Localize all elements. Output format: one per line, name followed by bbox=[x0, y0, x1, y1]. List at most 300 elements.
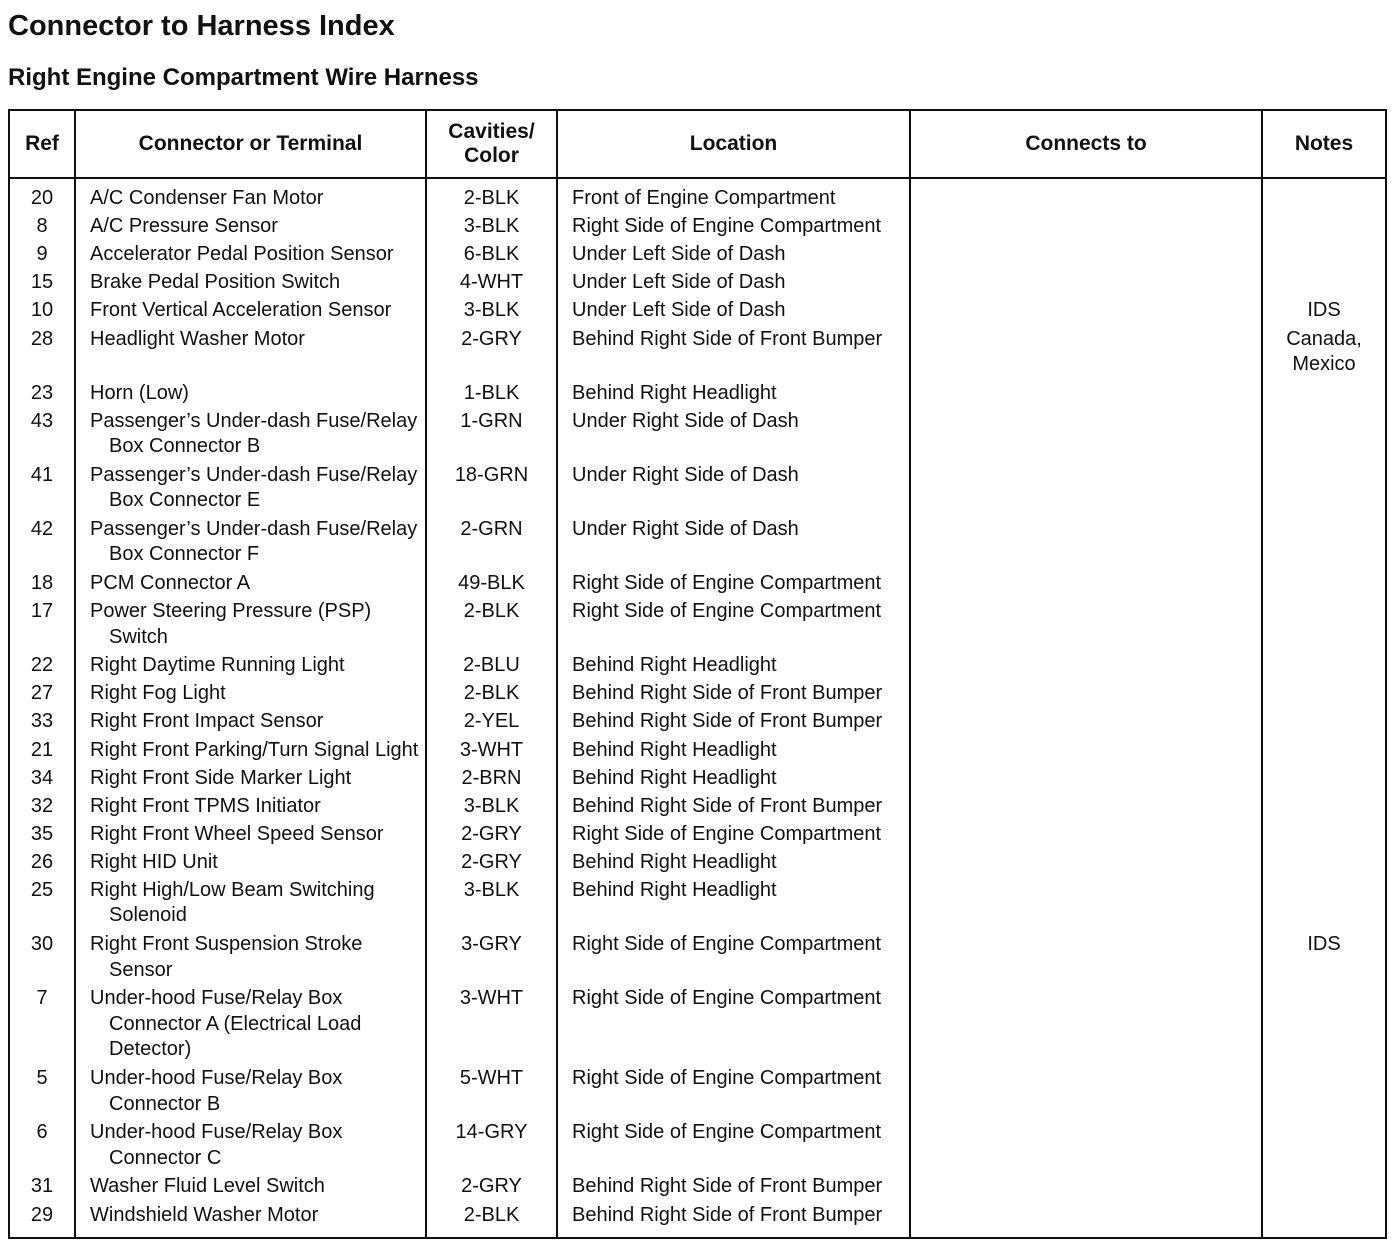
cell-connector bbox=[75, 327, 426, 381]
cell-location-text: Under Left Side of Dash bbox=[572, 271, 786, 294]
cell-ref-text: 41 bbox=[30, 463, 54, 486]
cell-connector-text: Right High/Low Beam Switching Solenoid bbox=[90, 878, 375, 927]
cell-location-text: Right Side of Engine Compartment bbox=[572, 987, 882, 1010]
cell-connects-to bbox=[910, 794, 1262, 822]
cell-ref bbox=[9, 653, 75, 681]
cell-notes bbox=[1262, 599, 1386, 653]
cell-connects-to bbox=[910, 738, 1262, 766]
page-subtitle: Right Engine Compartment Wire Harness bbox=[8, 64, 479, 91]
cell-location-text: Behind Right Headlight bbox=[572, 878, 777, 901]
cell-ref bbox=[9, 1120, 75, 1174]
cell-cavities-color bbox=[426, 599, 557, 653]
cell-location-text: Behind Right Side of Front Bumper bbox=[572, 794, 883, 817]
cell-cavities-color-text: 4-WHT bbox=[459, 271, 524, 294]
cell-ref-text: 30 bbox=[30, 933, 54, 955]
column-header-location: Location bbox=[557, 110, 910, 178]
cell-ref-text: 7 bbox=[36, 987, 48, 1010]
table-row bbox=[9, 242, 1386, 270]
cell-connector-text: Passenger’s Under-dash Fuse/Relay Box Connector F bbox=[90, 517, 418, 566]
cell-ref-text: 15 bbox=[30, 271, 54, 294]
cell-ref-text: 26 bbox=[30, 850, 54, 873]
cell-notes bbox=[1262, 381, 1386, 409]
cell-cavities-color bbox=[426, 932, 557, 986]
cell-cavities-color bbox=[426, 1203, 557, 1238]
table-row bbox=[9, 178, 1386, 214]
cell-connector bbox=[75, 1066, 426, 1120]
cell-location bbox=[557, 381, 910, 409]
cell-cavities-color bbox=[426, 681, 557, 709]
cell-connector-text: Under-hood Fuse/Relay Box Connector C bbox=[90, 1121, 343, 1169]
cell-notes bbox=[1262, 986, 1386, 1066]
cell-ref-text: 25 bbox=[30, 878, 54, 901]
table-row bbox=[9, 794, 1386, 822]
table-row bbox=[9, 1174, 1386, 1202]
cell-location bbox=[557, 242, 910, 270]
cell-connector-text: Windshield Washer Motor bbox=[90, 1203, 319, 1226]
cell-location bbox=[557, 822, 910, 850]
cell-cavities-color-text: 2-GRN bbox=[460, 517, 523, 540]
cell-location bbox=[557, 878, 910, 932]
cell-ref-text: 10 bbox=[30, 299, 54, 322]
cell-connector bbox=[75, 932, 426, 986]
table-row bbox=[9, 986, 1386, 1066]
table-row bbox=[9, 1203, 1386, 1238]
cell-ref-text: 23 bbox=[30, 381, 54, 404]
cell-location bbox=[557, 681, 910, 709]
cell-cavities-color-text: 2-BLU bbox=[463, 654, 520, 677]
cell-cavities-color bbox=[426, 709, 557, 737]
cell-connector bbox=[75, 1174, 426, 1202]
cell-connector-text: Passenger’s Under-dash Fuse/Relay Box Connector B bbox=[90, 409, 418, 458]
cell-cavities-color bbox=[426, 878, 557, 932]
cell-connector-text: Passenger’s Under-dash Fuse/Relay Box Connector E bbox=[90, 463, 418, 512]
table-row bbox=[9, 270, 1386, 298]
cell-location-text: Behind Right Side of Front Bumper bbox=[572, 1203, 883, 1226]
cell-cavities-color bbox=[426, 381, 557, 409]
cell-notes bbox=[1262, 766, 1386, 794]
cell-ref-text: 31 bbox=[30, 1175, 54, 1198]
cell-location bbox=[557, 178, 910, 214]
cell-connector bbox=[75, 270, 426, 298]
cell-ref-text: 22 bbox=[30, 654, 54, 677]
page-title: Connector to Harness Index bbox=[8, 10, 395, 42]
cell-connects-to bbox=[910, 270, 1262, 298]
cell-connects-to bbox=[910, 178, 1262, 214]
cell-location bbox=[557, 517, 910, 571]
cell-connector bbox=[75, 571, 426, 599]
cell-location-text: Right Side of Engine Compartment bbox=[572, 215, 882, 238]
cell-connector bbox=[75, 517, 426, 571]
cell-connector-text: Power Steering Pressure (PSP) Switch bbox=[90, 600, 372, 648]
cell-connector-text: Washer Fluid Level Switch bbox=[90, 1175, 325, 1198]
cell-cavities-color-text: 2-BLK bbox=[463, 682, 520, 705]
cell-cavities-color-text: 2-GRY bbox=[461, 1175, 522, 1198]
cell-location bbox=[557, 298, 910, 326]
cell-location bbox=[557, 766, 910, 794]
cell-notes bbox=[1262, 850, 1386, 878]
cell-cavities-color-text: 3-BLK bbox=[463, 299, 520, 322]
cell-connects-to bbox=[910, 463, 1262, 517]
cell-connects-to bbox=[910, 766, 1262, 794]
cell-ref bbox=[9, 178, 75, 214]
cell-notes bbox=[1262, 878, 1386, 932]
cell-location bbox=[557, 214, 910, 242]
cell-connector-text: Right Front TPMS Initiator bbox=[90, 794, 321, 817]
cell-location-text: Under Right Side of Dash bbox=[572, 463, 799, 486]
cell-connector bbox=[75, 298, 426, 326]
table-row bbox=[9, 409, 1386, 463]
table-row bbox=[9, 1120, 1386, 1174]
cell-connector-text: Horn (Low) bbox=[90, 381, 189, 404]
column-header-notes: Notes bbox=[1262, 110, 1386, 178]
table-row bbox=[9, 738, 1386, 766]
cell-ref-text: 21 bbox=[30, 738, 54, 761]
cell-ref bbox=[9, 1066, 75, 1120]
cell-cavities-color-text: 14-GRY bbox=[455, 1121, 528, 1144]
cell-connector-text: A/C Pressure Sensor bbox=[90, 215, 278, 238]
cell-connector bbox=[75, 738, 426, 766]
cell-connector bbox=[75, 986, 426, 1066]
cell-connector-text: Front Vertical Acceleration Sensor bbox=[90, 299, 392, 322]
table-row bbox=[9, 599, 1386, 653]
cell-ref bbox=[9, 738, 75, 766]
cell-ref bbox=[9, 766, 75, 794]
cell-cavities-color bbox=[426, 463, 557, 517]
cell-cavities-color-text: 3-BLK bbox=[463, 215, 520, 238]
cell-connector-text: Headlight Washer Motor bbox=[90, 327, 305, 350]
cell-ref bbox=[9, 794, 75, 822]
table-row bbox=[9, 932, 1386, 986]
cell-cavities-color-text: 2-GRY bbox=[461, 822, 522, 845]
column-header-ref: Ref bbox=[9, 110, 75, 178]
cell-ref bbox=[9, 517, 75, 571]
cell-location-text: Right Side of Engine Compartment bbox=[572, 1067, 882, 1090]
cell-connector-text: Right Daytime Running Light bbox=[90, 654, 345, 677]
cell-location-text: Under Right Side of Dash bbox=[572, 517, 799, 540]
cell-connector-text: Accelerator Pedal Position Sensor bbox=[90, 243, 394, 266]
cell-connects-to bbox=[910, 681, 1262, 709]
cell-notes bbox=[1262, 214, 1386, 242]
cell-cavities-color bbox=[426, 986, 557, 1066]
cell-ref bbox=[9, 932, 75, 986]
cell-cavities-color-text: 2-YEL bbox=[463, 710, 520, 733]
cell-cavities-color-text: 3-WHT bbox=[459, 738, 524, 761]
cell-notes bbox=[1262, 178, 1386, 214]
cell-ref bbox=[9, 986, 75, 1066]
cell-connects-to bbox=[910, 298, 1262, 326]
cell-connector-text: Under-hood Fuse/Relay Box Connector A (Electrical Load Detector) bbox=[90, 987, 362, 1061]
cell-connector-text: Brake Pedal Position Switch bbox=[90, 271, 341, 294]
cell-notes bbox=[1262, 327, 1386, 381]
cell-location bbox=[557, 850, 910, 878]
cell-connects-to bbox=[910, 242, 1262, 270]
cell-ref bbox=[9, 599, 75, 653]
cell-location-text: Behind Right Side of Front Bumper bbox=[572, 710, 883, 733]
cell-connects-to bbox=[910, 850, 1262, 878]
cell-location bbox=[557, 327, 910, 381]
cell-cavities-color-text: 18-GRN bbox=[454, 463, 529, 486]
cell-location bbox=[557, 571, 910, 599]
cell-notes-text: IDS bbox=[1307, 299, 1341, 322]
cell-cavities-color bbox=[426, 1174, 557, 1202]
cell-cavities-color bbox=[426, 571, 557, 599]
cell-ref bbox=[9, 463, 75, 517]
cell-connector-text: Right Front Parking/Turn Signal Light bbox=[90, 738, 419, 761]
cell-location-text: Behind Right Side of Front Bumper bbox=[572, 1175, 883, 1198]
cell-location-text: Right Side of Engine Compartment bbox=[572, 933, 882, 955]
table-row bbox=[9, 653, 1386, 681]
cell-connects-to bbox=[910, 1120, 1262, 1174]
cell-location bbox=[557, 794, 910, 822]
cell-location bbox=[557, 932, 910, 986]
cell-ref-text: 42 bbox=[30, 517, 54, 540]
cell-connector-text: PCM Connector A bbox=[90, 572, 251, 595]
table-row bbox=[9, 822, 1386, 850]
cell-connector-text: Right Front Impact Sensor bbox=[90, 710, 324, 733]
cell-cavities-color bbox=[426, 298, 557, 326]
table-row bbox=[9, 298, 1386, 326]
cell-ref-text: 9 bbox=[36, 243, 48, 266]
cell-connector bbox=[75, 1120, 426, 1174]
cell-connector bbox=[75, 599, 426, 653]
cell-ref bbox=[9, 1174, 75, 1202]
cell-connector bbox=[75, 794, 426, 822]
column-header-cavities: Cavities/ Color bbox=[426, 110, 557, 178]
table-row bbox=[9, 709, 1386, 737]
table-row bbox=[9, 571, 1386, 599]
cell-connects-to bbox=[910, 822, 1262, 850]
cell-ref-text: 34 bbox=[30, 766, 54, 789]
cell-ref bbox=[9, 298, 75, 326]
table-row bbox=[9, 327, 1386, 381]
cell-location-text: Behind Right Headlight bbox=[572, 766, 777, 789]
cell-notes bbox=[1262, 1203, 1386, 1238]
cell-notes bbox=[1262, 1174, 1386, 1202]
cell-cavities-color bbox=[426, 653, 557, 681]
table-row bbox=[9, 766, 1386, 794]
cell-ref-text: 6 bbox=[36, 1121, 48, 1144]
cell-connector bbox=[75, 653, 426, 681]
cell-ref-text: 28 bbox=[30, 327, 54, 350]
cell-location-text: Right Side of Engine Compartment bbox=[572, 1121, 882, 1144]
cell-notes bbox=[1262, 242, 1386, 270]
cell-notes bbox=[1262, 270, 1386, 298]
cell-connector-text: A/C Condenser Fan Motor bbox=[90, 187, 324, 209]
column-header-connects-to: Connects to bbox=[910, 110, 1262, 178]
cell-connector bbox=[75, 822, 426, 850]
cell-connects-to bbox=[910, 986, 1262, 1066]
cell-ref bbox=[9, 709, 75, 737]
cell-connector bbox=[75, 1203, 426, 1238]
cell-ref bbox=[9, 242, 75, 270]
cell-cavities-color bbox=[426, 178, 557, 214]
cell-cavities-color bbox=[426, 794, 557, 822]
cell-location-text: Under Right Side of Dash bbox=[572, 409, 799, 432]
cell-connector bbox=[75, 766, 426, 794]
cell-connector bbox=[75, 409, 426, 463]
cell-cavities-color bbox=[426, 1120, 557, 1174]
cell-cavities-color bbox=[426, 270, 557, 298]
cell-ref bbox=[9, 571, 75, 599]
cell-notes bbox=[1262, 822, 1386, 850]
cell-notes-text: Canada, Mexico bbox=[1286, 327, 1362, 376]
cell-ref bbox=[9, 327, 75, 381]
table-row bbox=[9, 214, 1386, 242]
column-header-connector: Connector or Terminal bbox=[75, 110, 426, 178]
cell-ref-text: 43 bbox=[30, 409, 54, 432]
cell-notes bbox=[1262, 709, 1386, 737]
cell-cavities-color-text: 2-BLK bbox=[463, 187, 520, 209]
cell-cavities-color-text: 49-BLK bbox=[458, 572, 525, 595]
cell-cavities-color-text: 2-BRN bbox=[461, 766, 522, 789]
cell-cavities-color-text: 2-BLK bbox=[463, 600, 520, 623]
cell-connects-to bbox=[910, 409, 1262, 463]
cell-connects-to bbox=[910, 381, 1262, 409]
cell-location-text: Under Left Side of Dash bbox=[572, 299, 786, 322]
cell-ref-text: 35 bbox=[30, 822, 54, 845]
cell-location-text: Behind Right Headlight bbox=[572, 738, 777, 761]
cell-notes bbox=[1262, 463, 1386, 517]
cell-connector-text: Right Front Wheel Speed Sensor bbox=[90, 822, 384, 845]
table-row bbox=[9, 463, 1386, 517]
cell-location-text: Behind Right Headlight bbox=[572, 381, 777, 404]
cell-location bbox=[557, 1174, 910, 1202]
cell-cavities-color bbox=[426, 214, 557, 242]
cell-ref bbox=[9, 822, 75, 850]
table-row bbox=[9, 878, 1386, 932]
cell-connects-to bbox=[910, 517, 1262, 571]
cell-ref-text: 5 bbox=[36, 1067, 48, 1090]
cell-notes bbox=[1262, 653, 1386, 681]
cell-ref-text: 33 bbox=[30, 710, 54, 733]
cell-location bbox=[557, 1203, 910, 1238]
cell-connector bbox=[75, 178, 426, 214]
cell-ref-text: 27 bbox=[30, 682, 54, 705]
cell-connects-to bbox=[910, 653, 1262, 681]
cell-connector-text: Right HID Unit bbox=[90, 850, 218, 873]
cell-connects-to bbox=[910, 571, 1262, 599]
cell-location bbox=[557, 599, 910, 653]
cell-location-text: Behind Right Headlight bbox=[572, 654, 777, 677]
cell-notes bbox=[1262, 1066, 1386, 1120]
cell-connector bbox=[75, 709, 426, 737]
cell-ref bbox=[9, 878, 75, 932]
cell-location-text: Under Left Side of Dash bbox=[572, 243, 786, 266]
cell-connector bbox=[75, 681, 426, 709]
cell-notes bbox=[1262, 932, 1386, 986]
table-row bbox=[9, 1066, 1386, 1120]
cell-notes bbox=[1262, 298, 1386, 326]
cell-connector bbox=[75, 242, 426, 270]
cell-ref bbox=[9, 681, 75, 709]
cell-location-text: Right Side of Engine Compartment bbox=[572, 572, 882, 595]
cell-cavities-color-text: 3-BLK bbox=[463, 878, 520, 901]
cell-cavities-color bbox=[426, 822, 557, 850]
cell-ref bbox=[9, 381, 75, 409]
table-row bbox=[9, 850, 1386, 878]
cell-cavities-color-text: 2-GRY bbox=[461, 327, 522, 350]
cell-cavities-color-text: 6-BLK bbox=[463, 243, 520, 266]
cell-location bbox=[557, 738, 910, 766]
cell-ref-text: 29 bbox=[30, 1203, 54, 1226]
cell-location-text: Front of Engine Compartment bbox=[572, 187, 836, 209]
cell-connector-text: Right Front Side Marker Light bbox=[90, 766, 352, 789]
table-header-row bbox=[9, 110, 1386, 178]
cell-location bbox=[557, 463, 910, 517]
cell-location-text: Right Side of Engine Compartment bbox=[572, 822, 882, 845]
cell-cavities-color bbox=[426, 766, 557, 794]
cell-notes bbox=[1262, 1120, 1386, 1174]
cell-cavities-color bbox=[426, 409, 557, 463]
cell-location bbox=[557, 709, 910, 737]
cell-cavities-color-text: 2-GRY bbox=[461, 850, 522, 873]
cell-location-text: Behind Right Headlight bbox=[572, 850, 777, 873]
cell-connects-to bbox=[910, 599, 1262, 653]
cell-connector-text: Right Fog Light bbox=[90, 682, 226, 705]
cell-ref bbox=[9, 850, 75, 878]
cell-ref bbox=[9, 214, 75, 242]
cell-cavities-color-text: 1-BLK bbox=[463, 381, 520, 404]
cell-location-text: Right Side of Engine Compartment bbox=[572, 600, 882, 623]
cell-connects-to bbox=[910, 878, 1262, 932]
cell-cavities-color bbox=[426, 517, 557, 571]
cell-notes bbox=[1262, 517, 1386, 571]
cell-cavities-color-text: 1-GRN bbox=[460, 409, 523, 432]
cell-cavities-color-text: 3-GRY bbox=[461, 933, 522, 955]
cell-ref bbox=[9, 1203, 75, 1238]
cell-cavities-color-text: 5-WHT bbox=[459, 1067, 524, 1090]
cell-notes bbox=[1262, 571, 1386, 599]
cell-connector bbox=[75, 214, 426, 242]
cell-cavities-color bbox=[426, 850, 557, 878]
cell-cavities-color-text: 2-BLK bbox=[463, 1203, 520, 1226]
cell-connector bbox=[75, 381, 426, 409]
cell-cavities-color bbox=[426, 242, 557, 270]
cell-location bbox=[557, 1120, 910, 1174]
cell-cavities-color bbox=[426, 1066, 557, 1120]
table-row bbox=[9, 517, 1386, 571]
cell-location bbox=[557, 409, 910, 463]
cell-location-text: Behind Right Side of Front Bumper bbox=[572, 682, 883, 705]
cell-connects-to bbox=[910, 327, 1262, 381]
cell-connects-to bbox=[910, 1174, 1262, 1202]
connector-index-table bbox=[8, 109, 1387, 1239]
cell-ref-text: 20 bbox=[30, 187, 54, 209]
cell-connector-text: Right Front Suspension Stroke Sensor bbox=[90, 933, 363, 981]
cell-connects-to bbox=[910, 214, 1262, 242]
cell-cavities-color bbox=[426, 738, 557, 766]
cell-connects-to bbox=[910, 709, 1262, 737]
cell-connects-to bbox=[910, 1066, 1262, 1120]
cell-ref-text: 8 bbox=[36, 215, 48, 238]
cell-ref bbox=[9, 270, 75, 298]
cell-location bbox=[557, 270, 910, 298]
table-row bbox=[9, 681, 1386, 709]
cell-location bbox=[557, 1066, 910, 1120]
table-row bbox=[9, 381, 1386, 409]
cell-location bbox=[557, 653, 910, 681]
cell-location-text: Behind Right Side of Front Bumper bbox=[572, 327, 883, 350]
cell-cavities-color bbox=[426, 327, 557, 381]
cell-connects-to bbox=[910, 932, 1262, 986]
cell-connector bbox=[75, 878, 426, 932]
cell-ref-text: 18 bbox=[30, 572, 54, 595]
cell-connector bbox=[75, 463, 426, 517]
cell-ref-text: 17 bbox=[30, 600, 54, 623]
cell-cavities-color-text: 3-BLK bbox=[463, 794, 520, 817]
cell-ref-text: 32 bbox=[30, 794, 54, 817]
cell-notes-text: IDS bbox=[1307, 933, 1341, 955]
